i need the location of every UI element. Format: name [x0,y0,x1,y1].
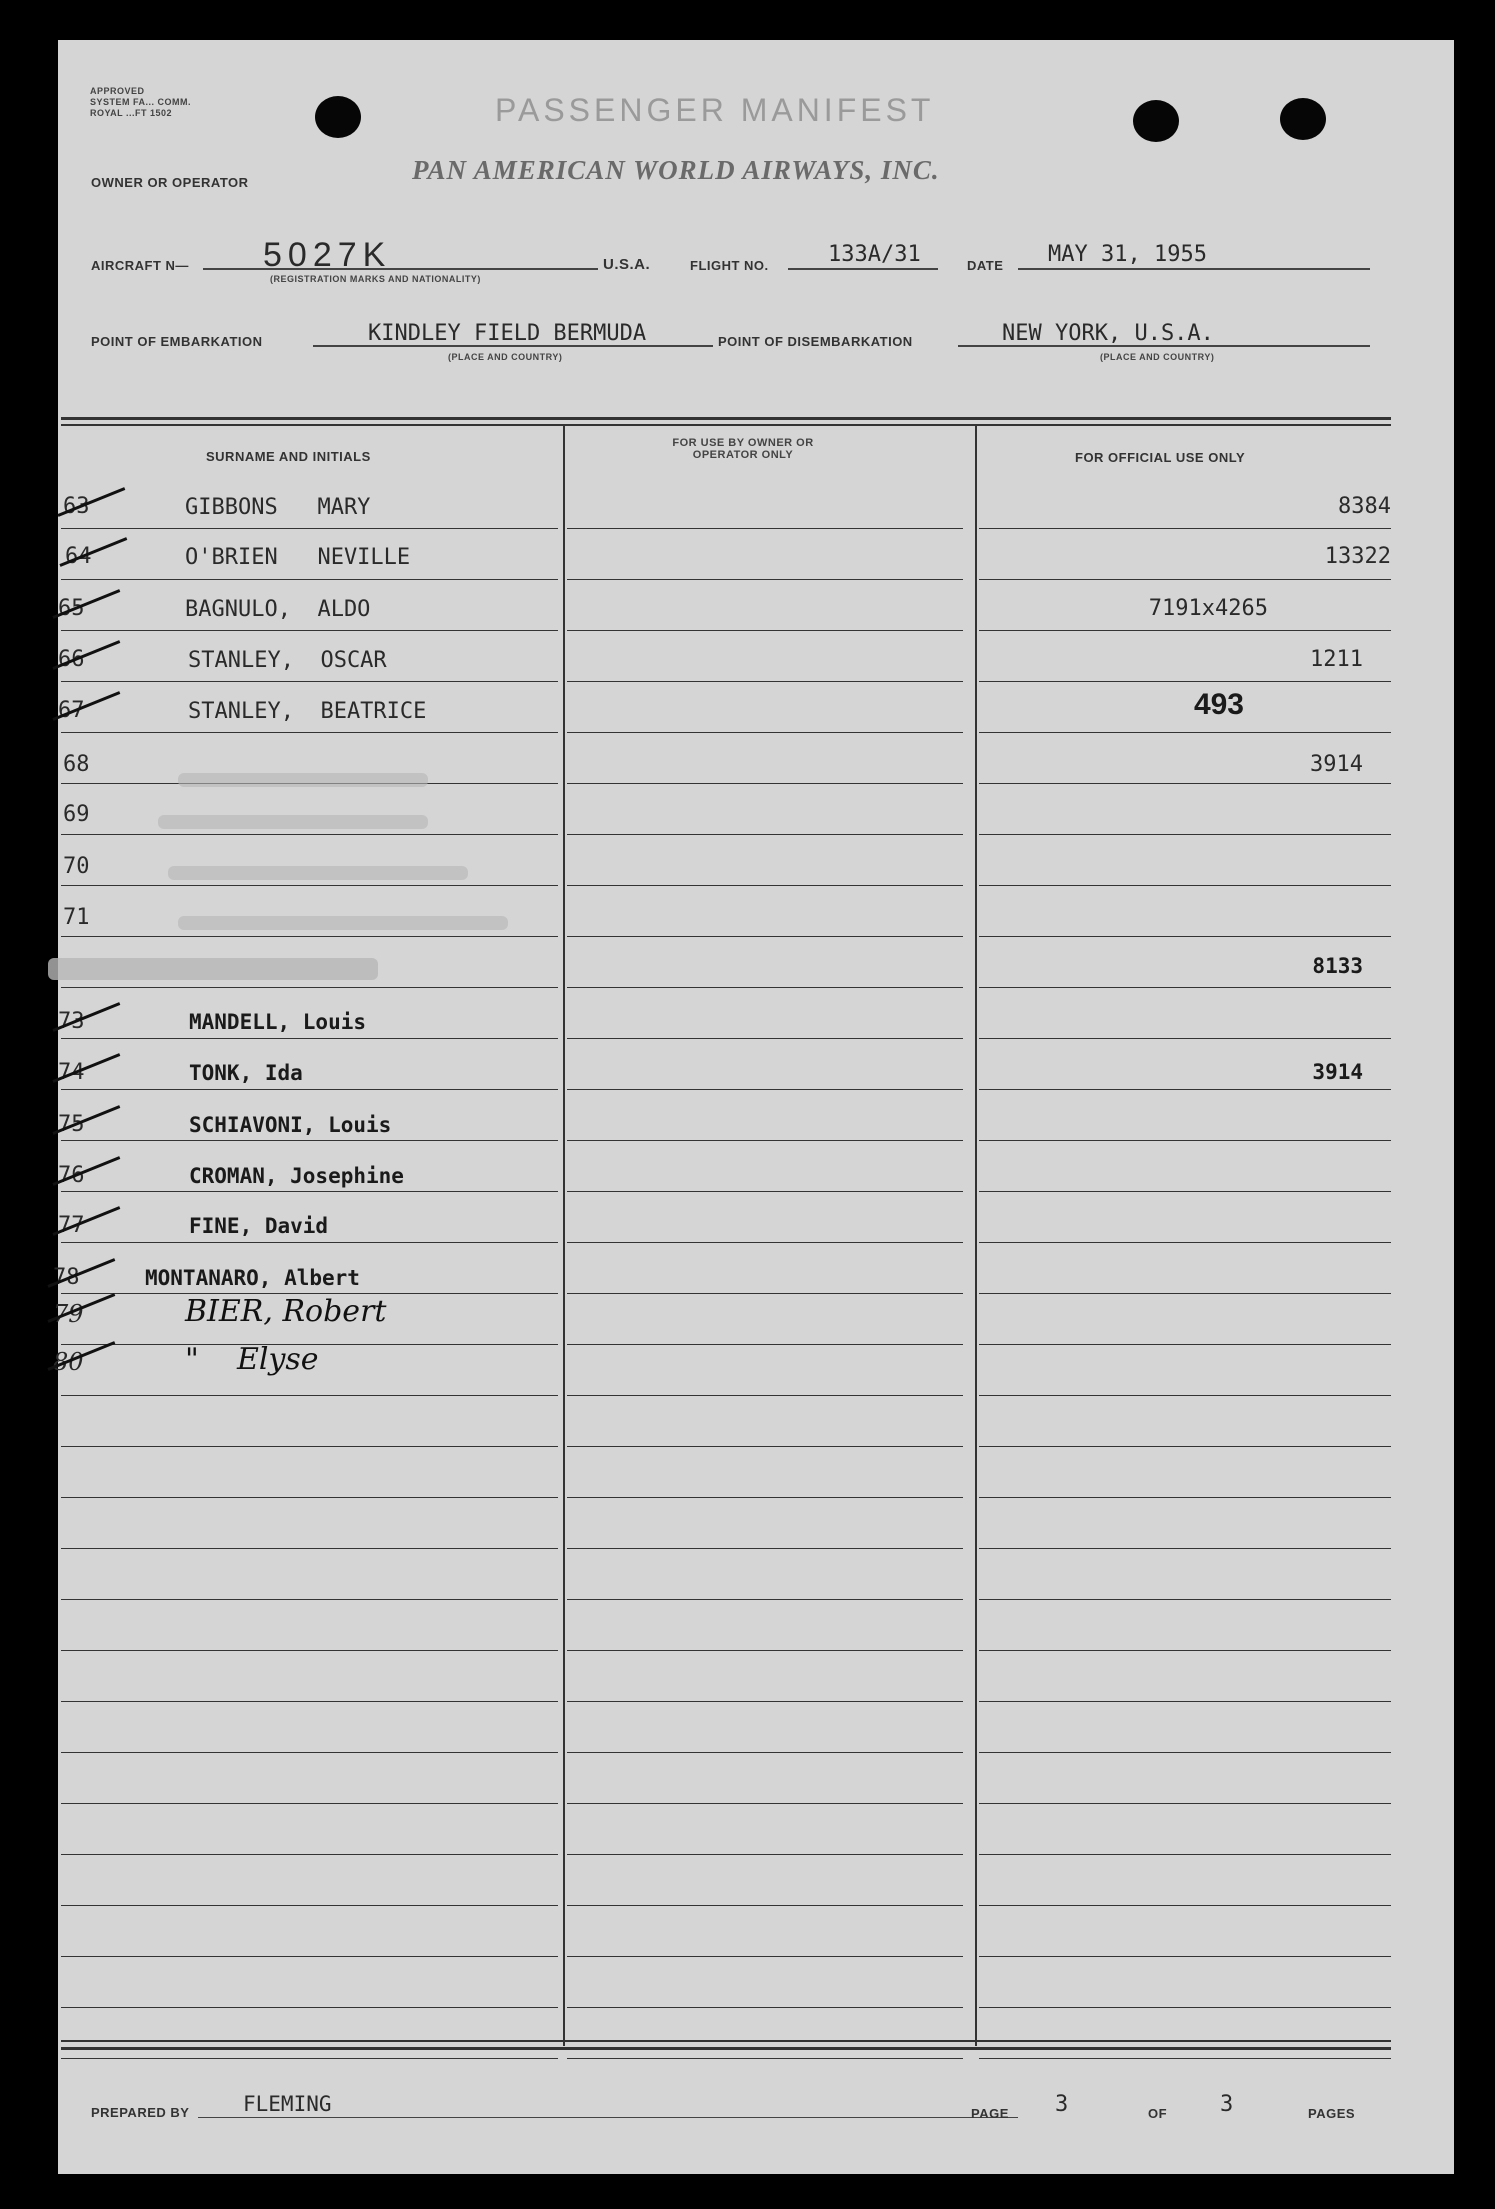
approval-line: SYSTEM FA... COMM. [90,97,192,107]
row-line [61,2058,558,2059]
row-line [979,630,1391,631]
row-line [61,1242,558,1243]
passenger-number: 71 [63,905,90,930]
column-header-owner-use: FOR USE BY OWNER OR OPERATOR ONLY [672,437,814,461]
row-line [61,1701,558,1702]
row-line [979,1446,1391,1447]
official-use-value: 493 [1193,688,1244,721]
table-bottom-rule [61,2047,1391,2050]
owner-value: PAN AMERICAN WORLD AIRWAYS, INC. [412,155,940,185]
row-line [567,1089,963,1090]
passenger-number: 74 [58,1060,85,1085]
owner-label: OWNER OR OPERATOR [91,175,249,190]
row-line [979,1191,1391,1192]
passenger-number: 68 [63,752,90,777]
page-value: 3 [1055,2092,1069,2117]
passenger-number: 67 [58,698,85,723]
passenger-number: 76 [58,1163,85,1188]
passenger-number: 65 [58,596,85,621]
page-label: PAGE [971,2106,1009,2121]
passenger-name: TONK, Ida [189,1061,303,1085]
row-line [61,1191,558,1192]
passenger-name: BAGNULO, ALDO [185,597,371,622]
row-line [567,936,963,937]
passenger-name: SCHIAVONI, Louis [189,1113,392,1137]
aircraft-label: AIRCRAFT N— [91,258,189,273]
of-label: OF [1148,2106,1168,2121]
row-line [61,1089,558,1090]
passenger-name: CROMAN, Josephine [189,1164,404,1188]
row-line [979,936,1391,937]
passenger-number: 78 [53,1265,80,1290]
row-line [61,936,558,937]
approval-line: ROYAL ...FT 1502 [90,108,173,118]
row-line [979,1854,1391,1855]
row-line [567,987,963,988]
passenger-number: 63 [63,494,90,519]
prepared-underline [198,2117,1018,2118]
official-use-value: 8384 [1338,494,1391,519]
usa-label: U.S.A. [603,256,651,273]
passenger-number: 80 [53,1348,84,1376]
passenger-name: " Elyse [185,1342,319,1377]
approval-line: APPROVED [90,86,145,96]
row-line [61,987,558,988]
row-line [567,2007,963,2008]
row-line [61,2007,558,2008]
punch-hole-left [315,96,361,138]
prepared-value: FLEMING [243,2092,332,2116]
row-line [567,579,963,580]
passenger-number: 69 [63,802,90,827]
redaction-smudge [168,866,468,880]
column-header-surname: SURNAME AND INITIALS [206,449,371,464]
official-use-value: 3914 [1310,752,1363,777]
row-line [61,1599,558,1600]
row-line [61,1956,558,1957]
row-line [567,1446,963,1447]
row-line [979,1497,1391,1498]
row-line [979,1803,1391,1804]
row-line [61,528,558,529]
row-line [567,783,963,784]
row-line [567,1905,963,1906]
row-line [979,1548,1391,1549]
row-line [61,1650,558,1651]
passenger-number: 77 [58,1213,85,1238]
row-line [567,1701,963,1702]
row-line [567,681,963,682]
row-line [567,1650,963,1651]
row-line [979,783,1391,784]
row-line [979,1752,1391,1753]
row-line [567,528,963,529]
passenger-number: 70 [63,854,90,879]
row-line [61,1803,558,1804]
redaction-smudge [158,815,428,829]
row-line [567,1293,963,1294]
passenger-name: STANLEY, OSCAR [188,648,387,673]
prepared-label: PREPARED BY [91,2105,190,2120]
row-line [979,2007,1391,2008]
official-use-value: 1211 [1310,647,1363,672]
row-line [979,885,1391,886]
passenger-name: GIBBONS MARY [185,495,371,520]
embark-value: KINDLEY FIELD BERMUDA [368,321,647,346]
row-line [61,1905,558,1906]
row-line [979,1956,1391,1957]
passenger-name: FINE, David [189,1214,329,1238]
column-header-official-use: FOR OFFICIAL USE ONLY [1075,450,1246,465]
row-line [61,1038,558,1039]
row-line [567,1242,963,1243]
row-line [979,1905,1391,1906]
row-line [979,1344,1391,1345]
table-bottom-rule [61,2040,1391,2042]
flight-value: 133A/31 [828,242,921,267]
row-line [979,1701,1391,1702]
disembark-underline [958,345,1370,347]
column-divider [563,426,565,2046]
flight-underline [788,268,938,270]
aircraft-value: 5027K [263,236,392,274]
flight-label: FLIGHT NO. [690,258,769,273]
row-line [567,1854,963,1855]
row-line [567,834,963,835]
pages-label: PAGES [1308,2106,1356,2121]
row-line [567,1548,963,1549]
date-value: MAY 31, 1955 [1048,242,1207,267]
row-line [979,681,1391,682]
passenger-name: O'BRIEN NEVILLE [185,545,411,570]
embark-underline [313,345,713,347]
passenger-name: STANLEY, BEATRICE [188,699,427,724]
passenger-number: 64 [65,544,92,569]
row-line [567,1395,963,1396]
approval-stamp [90,86,191,119]
row-line [567,1752,963,1753]
passenger-number: 73 [58,1009,85,1034]
disembark-caption: (PLACE AND COUNTRY) [1100,352,1215,362]
row-line [979,579,1391,580]
row-line [61,1395,558,1396]
column-divider [975,426,977,2046]
row-line [61,1854,558,1855]
row-line [61,579,558,580]
date-label: DATE [967,258,1004,273]
official-use-value: 3914 [1312,1060,1363,1084]
passenger-number: 66 [58,647,85,672]
row-line [567,1191,963,1192]
row-line [61,681,558,682]
table-top-rule [61,424,1391,426]
passenger-number: 79 [53,1300,84,1328]
row-line [61,732,558,733]
row-line [61,1140,558,1141]
redaction-smudge [48,958,378,980]
row-line [979,528,1391,529]
row-line [567,1344,963,1345]
row-line [979,1089,1391,1090]
manifest-page [53,40,1454,2174]
row-line [61,1497,558,1498]
row-line [567,630,963,631]
row-line [979,1599,1391,1600]
row-line [567,1599,963,1600]
official-use-value: 7191x4265 [1148,596,1268,621]
row-line [567,1497,963,1498]
row-line [567,2058,963,2059]
row-line [979,1140,1391,1141]
passenger-name: BIER, Robert [185,1294,387,1329]
passenger-number: 75 [58,1112,85,1137]
row-line [61,885,558,886]
row-line [979,2058,1391,2059]
row-line [567,885,963,886]
row-line [567,1038,963,1039]
row-line [979,987,1391,988]
punch-hole-right [1280,98,1326,140]
embark-caption: (PLACE AND COUNTRY) [448,352,563,362]
table-top-rule [61,417,1391,420]
embark-label: POINT OF EMBARKATION [91,334,263,349]
row-line [61,630,558,631]
official-use-value: 13322 [1324,544,1391,569]
disembark-label: POINT OF DISEMBARKATION [718,334,913,349]
of-value: 3 [1220,2092,1234,2117]
row-line [979,1395,1391,1396]
row-line [979,1242,1391,1243]
aircraft-underline [203,268,598,270]
row-line [979,732,1391,733]
row-line [61,1752,558,1753]
row-line [567,1956,963,1957]
official-use-value: 8133 [1312,954,1363,978]
redaction-smudge [178,916,508,930]
document-title: PASSENGER MANIFEST [495,92,935,128]
disembark-value: NEW YORK, U.S.A. [1002,321,1214,346]
row-line [979,1293,1391,1294]
passenger-name: MONTANARO, Albert [145,1266,360,1290]
redaction-smudge [178,773,428,787]
passenger-name: MANDELL, Louis [189,1010,367,1034]
aircraft-caption: (REGISTRATION MARKS AND NATIONALITY) [270,274,481,284]
row-line [979,1650,1391,1651]
row-line [61,1446,558,1447]
row-line [61,834,558,835]
row-line [567,1140,963,1141]
punch-hole-middle [1133,100,1179,142]
row-line [61,1548,558,1549]
row-line [979,834,1391,835]
date-underline [1018,268,1370,270]
row-line [567,732,963,733]
row-line [979,1038,1391,1039]
row-line [567,1803,963,1804]
